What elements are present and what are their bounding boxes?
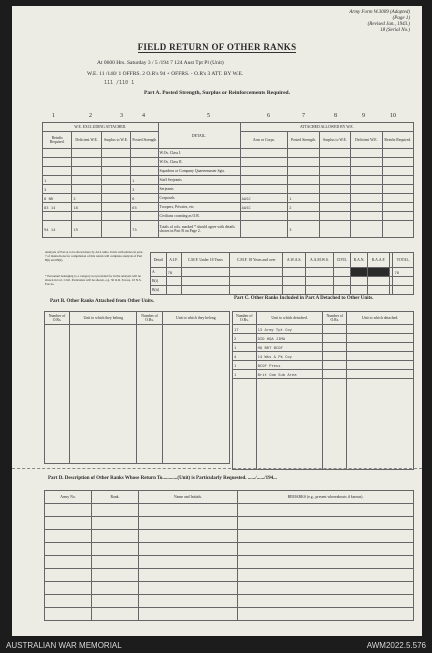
analysis-table: Detail A.I.F. C.M.F. Under 18 Years C.M.F. 18 Years and over A.W.A.S. A.A.M.W.S. CIVIL R.A.N. R.A.A.F. TOTAL. A 78 78 B(i) B(ii)	[150, 252, 414, 295]
table-row: W.Os. Class II.	[43, 158, 414, 167]
footer-left: AUSTRALIAN WAR MEMORIAL	[6, 641, 122, 650]
we-line: W.E. 11 /140/ 1 OFFRS. 2 O.R's 94 + OFFRS. - O.R's 3 ATT. BY W.E.	[87, 71, 244, 77]
part-c-table: Number of O.Rs. Unit to which detached. Number of O.Rs. Unit to which detached. 17 13 Army Tpt Coy 2 DID HQA JIMA 1 HQ BRT BCOF 4 14 Wks & Pk Coy 1 BCOF Press 1 Brit Com Sub Area	[232, 311, 414, 470]
form-sheet: Army Form W.3009 (Adapted) (Page 1) (Revised Jan., 1943.) 18 (Serial No.) FIELD RETURN OF OTHER RANKS At 0600 Hrs. Saturday 3 / 5 /194 7 124 Aust Tpt Pl (Unit) W.E. 11 /140/ 1 OFFRS. 2 O.R's 94 + OFFRS. - O.R's 3 ATT. BY W.E. 111 /110 1 Part A. Posted Strength, Surplus or Reinforcements Required. 1 2 3 4 5 6 7 8 9 10 W.E. EXCLUDING ATTACHED. DETAIL. ATTACHED ALLOWED BY W.E. Reinfts Required. Deficient W.E. Surplus to W.E. Posted Strength Arm or Corps. Posted Strength. Surplus to W.E. Deficient W.E. Reinfts Required. W.Os. Class I. W.Os. Class II. Squadron or Company Quartermaster Sgts. 1 1 Staff Serjeants 3 3 Serjeants 8 NR 2 6 Corporals AASC 1 83 14 18 65 Troopers, Privates, etc. AASC 2 Civilians counting as O.R. 94 14 19 75 Totals of cols. marked * should agree with details shown in Part B on Page 2. 3 Analysis of Part A to be shown here by ALL units. Units with entries in para. 7 of instructions for compilation of this return will complete analysis of Part B(i) and B(ii). * Personnel belonging to a category not provided for in the analysis will be shown in Col. Civil. Particulars will be shown, e.g. 30 O.R. Forces, 10 N.S. Forces. Detail A.I.F. C.M.F. Under 18 Years C.M.F. 18 Years and over A.W.A.S. A.A.M.W.S. CIVIL R.A.N. R.A.A.F. TOTAL. A 78 78 B(i) B(ii) Part B. Other Ranks Attached from Other Units. Part C. Other Ranks Included in Part A Detached to Other Units. Number of O.Rs. Unit to which they belong Number of O.Rs. Unit to which they belong Number of O.Rs. Unit to which detached. Number of O.Rs. Unit to which detached. 17 13 Army Tpt Coy 2 DID HQA JIMA 1 HQ BRT BCOF 4 14 Wks & Pk Coy 1 BCOF Press 1 Brit Com Sub Area Part D. Description of Other Ranks Whose Return To............(Unit) is Particularly Requested. ....../....../194... Army No. Rank. Name and Initials. REMARKS (e.g., present whereabouts if known).	[12, 6, 422, 636]
fold-line	[12, 468, 422, 469]
detail-header: DETAIL.	[158, 123, 240, 149]
part-c-title: Part C. Other Ranks Included in Part A Detached to Other Units.	[234, 296, 374, 301]
part-a-heading: Part A. Posted Strength, Surplus or Reinforcements Required.	[144, 90, 290, 96]
table-row: W.Os. Class I.	[43, 149, 414, 158]
table-row: A 78 78	[151, 268, 414, 277]
table-row: 1 BCOF Press	[233, 361, 414, 370]
analysis-note-2: * Personnel belonging to a category not provided for in the analysis will be shown in Col. Civil. Particulars will be shown, e.g. 30 O.R. Forces, 10 N.S. Forces.	[45, 274, 142, 286]
part-b-title: Part B. Other Ranks Attached from Other Units.	[50, 299, 155, 304]
we-line-2: 111 /110 1	[104, 80, 135, 86]
table-row: 1 Brit Com Sub Area	[233, 370, 414, 379]
part-d-table: Army No. Rank. Name and Initials. REMARKS (e.g., present whereabouts if known).	[44, 490, 414, 621]
table-row: Civilians counting as O.R.	[43, 212, 414, 221]
table-row: B(i)	[151, 277, 414, 286]
table-row: Squadron or Company Quartermaster Sgts.	[43, 167, 414, 176]
table-row: 3 3 Serjeants	[43, 185, 414, 194]
table-row: 2 DID HQA JIMA	[233, 334, 414, 343]
we-excluding-header: W.E. EXCLUDING ATTACHED.	[43, 123, 159, 132]
table-row: B(ii)	[151, 286, 414, 295]
analysis-note: Analysis of Part A to be shown here by ALL units. Units with entries in para. 7 of instructions for compilation of this return will complete analysis of Part B(i) and B(ii).	[45, 250, 144, 262]
attached-header: ATTACHED ALLOWED BY W.E.	[240, 123, 413, 132]
part-b-table: Number of O.Rs. Unit to which they belong Number of O.Rs. Unit to which they belong	[44, 311, 230, 464]
form-identifier: Army Form W.3009 (Adapted) (Page 1) (Revised Jan., 1943.) 18 (Serial No.)	[349, 10, 410, 33]
table-row: 17 13 Army Tpt Coy	[233, 325, 414, 334]
part-a-table: W.E. EXCLUDING ATTACHED. DETAIL. ATTACHED ALLOWED BY W.E. Reinfts Required. Deficient W.E. Surplus to W.E. Posted Strength Arm or Corps. Posted Strength. Surplus to W.E. Deficient W.E. Reinfts Required. W.Os. Class I. W.Os. Class II. Squadron or Company Quartermaster Sgts. 1 1 Staff Serjeants 3 3 Serjeants 8 NR 2 6 Corporals AASC 1 83 14 18 65 Troopers, Privates, etc. AASC 2 Civilians counting as O.R. 94 14 19 75 Totals of cols. marked * should agree with details shown in Part B on Page 2. 3	[42, 122, 414, 238]
table-row: 8 NR 2 6 Corporals AASC 1	[43, 194, 414, 203]
footer-right: AWM2022.5.576	[366, 641, 426, 650]
table-row: 83 14 18 65 Troopers, Privates, etc. AASC 2	[43, 203, 414, 212]
table-row: 1 HQ BRT BCOF	[233, 343, 414, 352]
table-row: 1 1 Staff Serjeants	[43, 176, 414, 185]
unit-date-line: At 0600 Hrs. Saturday 3 / 5 /194 7 124 Aust Tpt Pl (Unit)	[97, 60, 224, 66]
form-title: FIELD RETURN OF OTHER RANKS	[137, 42, 297, 52]
part-d-title: Part D. Description of Other Ranks Whose Return To............(Unit) is Particularly Requested. ....../....../194...	[48, 476, 277, 481]
table-row: 4 14 Wks & Pk Coy	[233, 352, 414, 361]
totals-row: 94 14 19 75 Totals of cols. marked * should agree with details shown in Part B on Page 2. 3	[43, 221, 414, 238]
